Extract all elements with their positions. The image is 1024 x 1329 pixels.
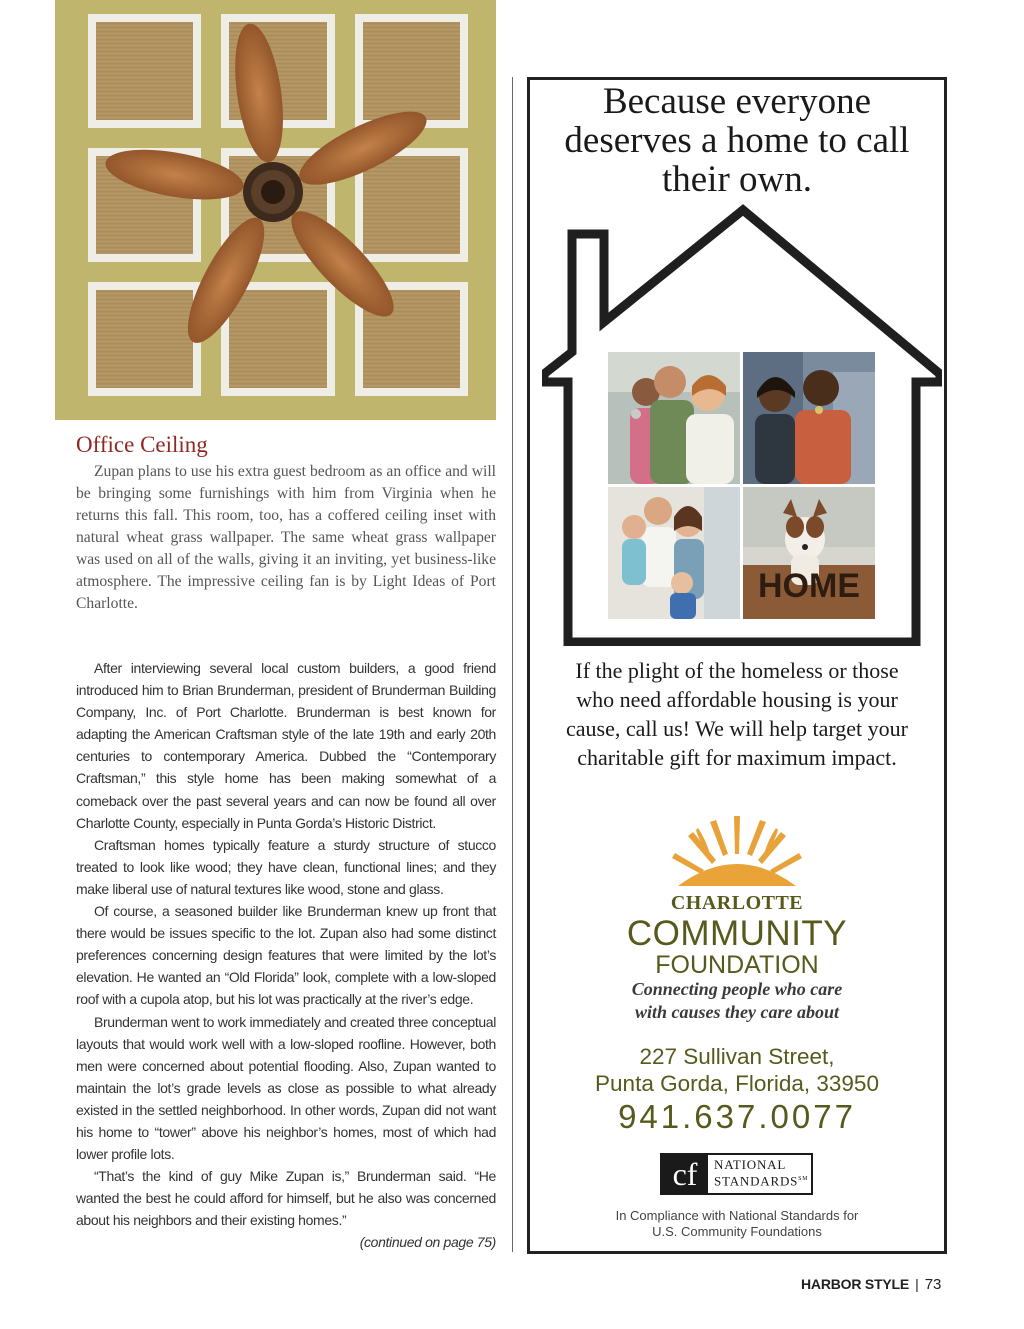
couple-keys-photo bbox=[743, 352, 875, 484]
compliance-line: U.S. Community Foundations bbox=[652, 1224, 822, 1239]
address-line: Punta Gorda, Florida, 33950 bbox=[595, 1071, 879, 1096]
article-paragraph-text: “That’s the kind of guy Mike Zupan is,” Brunderman said. “He wanted the best he could afford for himself, but he also was concerned about his neighbors and their existing homes.” bbox=[76, 1168, 496, 1229]
org-tagline-line: with causes they care about bbox=[634, 1002, 839, 1022]
address-line: 227 Sullivan Street, bbox=[639, 1044, 835, 1069]
continued-link[interactable]: (continued on page 75) bbox=[359, 1234, 496, 1251]
cf-text-line: NATIONAL bbox=[714, 1157, 787, 1172]
compliance-line: In Compliance with National Standards for bbox=[615, 1208, 859, 1223]
ad-headline-line: deserves a home to call bbox=[564, 120, 910, 161]
ad-headline-line: their own. bbox=[661, 159, 813, 200]
folio-separator: | bbox=[915, 1276, 919, 1292]
house-outline-graphic bbox=[542, 204, 942, 651]
magazine-name: HARBOR STYLE bbox=[801, 1276, 910, 1292]
cf-standards: STANDARDS bbox=[714, 1173, 799, 1189]
ad-copy-line: who need affordable housing is your bbox=[576, 687, 898, 712]
column-divider bbox=[512, 77, 513, 1252]
compliance-note bbox=[530, 1208, 944, 1240]
ad-copy-line: charitable gift for maximum impact. bbox=[577, 745, 897, 770]
ad-copy bbox=[530, 656, 944, 772]
org-address bbox=[530, 1043, 944, 1097]
caption-body: Zupan plans to use his extra guest bedroom as an office and will be bringing some furnishings with him from Virginia when he returns this fall. This room, too, has a coffered ceiling inset with natural wheat grass wallpaper. The same wheat grass wallpaper was used on all of the walls, giving it an inviting, yet business-like atmosphere. The impressive ceiling fan is by Light Ideas of Port Charlotte. bbox=[76, 463, 496, 612]
cf-text bbox=[708, 1155, 811, 1193]
sun-logo-icon bbox=[670, 814, 804, 895]
community-foundation-ad bbox=[527, 77, 947, 1254]
ad-headline bbox=[530, 82, 944, 199]
article-paragraph: Of course, a seasoned builder like Brunderman knew up front that there would be issues specific to the lot. Zupan also had some distinct preferences concerning design features that were limited by the lot’s elevation. He wanted an “Old Florida” look, complete with a low-sloped roof with a cupola atop, but his lot was practically at the river’s edge. bbox=[76, 903, 496, 1008]
article-paragraph bbox=[76, 1165, 496, 1251]
org-name-line2: COMMUNITY bbox=[626, 914, 848, 953]
family-keys-photo bbox=[608, 352, 740, 484]
ad-copy-line: cause, call us! We will help target your bbox=[566, 716, 908, 741]
ad-copy-line: If the plight of the homeless or those bbox=[575, 658, 899, 683]
article-paragraph: Craftsman homes typically feature a sturdy structure of stucco treated to look like wood; they have clean, functional lines; and they make liberal use of natural textures like wood, stone and glass. bbox=[76, 836, 496, 897]
office-ceiling-photo bbox=[55, 0, 496, 420]
cf-sm: SM bbox=[798, 1176, 809, 1182]
org-tagline-line: Connecting people who care bbox=[631, 979, 843, 999]
org-phone[interactable]: 941.637.0077 bbox=[618, 1098, 856, 1135]
page-number: 73 bbox=[924, 1276, 942, 1293]
family-doorway-photo bbox=[608, 487, 740, 619]
article-body bbox=[76, 657, 496, 1254]
mat-text: HOME bbox=[758, 567, 860, 605]
dog-welcome-mat-photo bbox=[743, 487, 875, 619]
org-tagline bbox=[530, 978, 944, 1024]
org-name-line3: FOUNDATION bbox=[655, 951, 819, 979]
ad-headline-line: Because everyone bbox=[602, 81, 872, 122]
national-standards-seal bbox=[660, 1153, 813, 1195]
caption-title: Office Ceiling bbox=[76, 432, 208, 457]
page-folio bbox=[801, 1276, 941, 1293]
article-paragraph: Brunderman went to work immediately and created three conceptual layouts that would work well with a low-sloped roofline. However, both men were concerned about potential flooding. Also, Zupan wanted to maintain the lot’s grade levels as close as possible to what already existed in the settled neighborhood. In other words, Zupan did not want his home to “tower” above his neighbor’s homes, most of which had lower profile lots. bbox=[76, 1013, 496, 1163]
cf-mark: cf bbox=[662, 1155, 708, 1193]
org-name-line1: CHARLOTTE bbox=[670, 892, 804, 914]
article-paragraph: After interviewing several local custom builders, a good friend introduced him to Brian Brunderman, president of Brunderman Building Company, Inc. of Port Charlotte. Brunderman is best known for adapting the American Craftsman style of the late 19th and early 20th centuries to contemporary America. Dubbed the “Contemporary Craftsman,” this style home has been making somewhat of a comeback over the past several years and can now be found all over Charlotte County, especially in Punta Gorda’s Historic District. bbox=[76, 660, 496, 831]
cf-text-line bbox=[714, 1172, 811, 1188]
